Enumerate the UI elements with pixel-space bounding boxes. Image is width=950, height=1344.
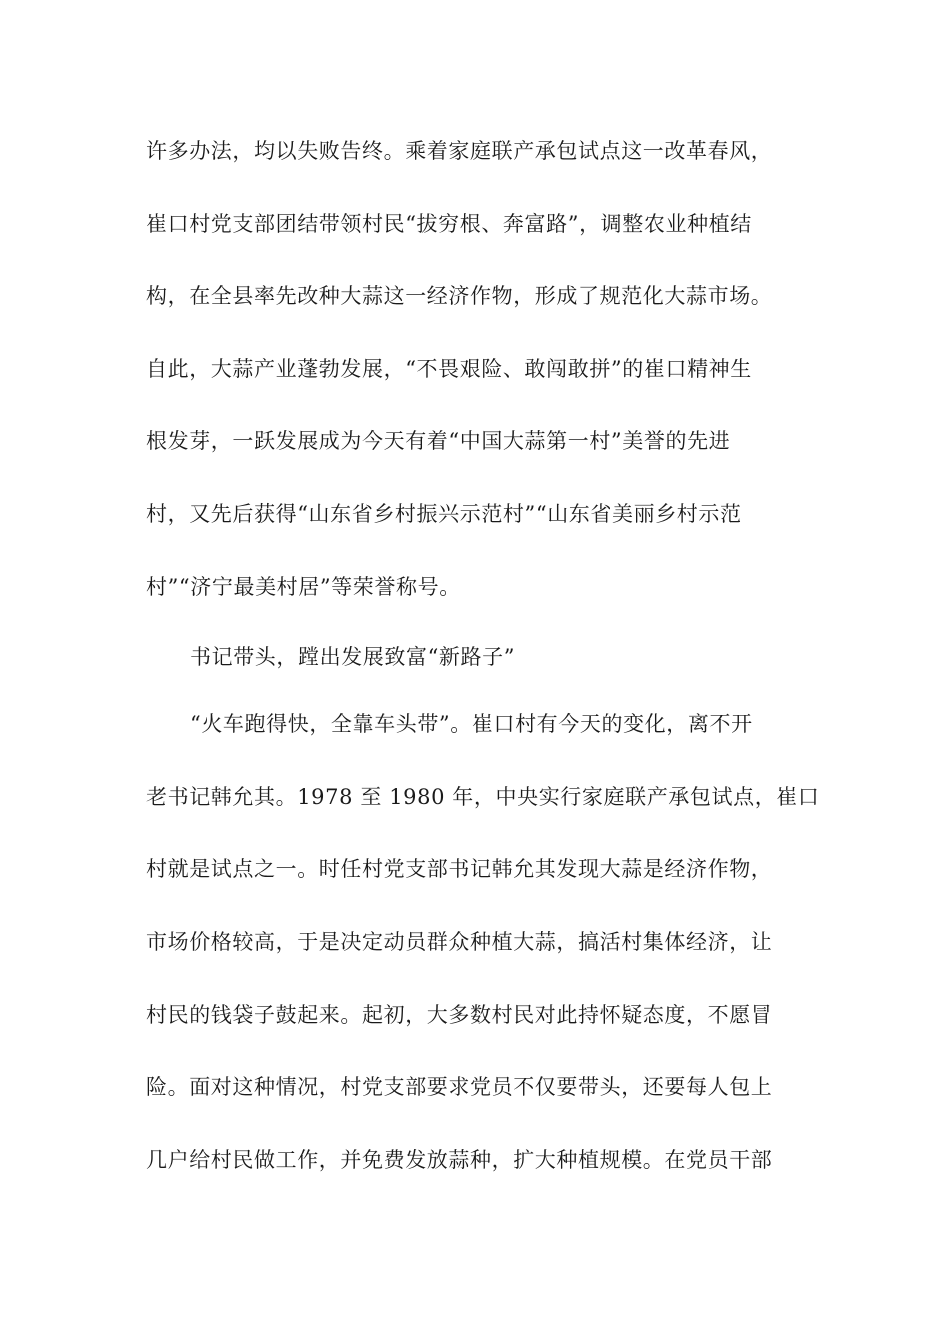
body-text-line: 市场价格较高，于是决定动员群众种植大蒜，搞活村集体经济，让	[146, 930, 773, 954]
body-text-line: 根发芽，一跃发展成为今天有着“中国大蒜第一村”美誉的先进	[146, 429, 731, 453]
body-text-line: 村民的钱袋子鼓起来。起初，大多数村民对此持怀疑态度，不愿冒	[146, 1003, 773, 1027]
body-text-line: 自此，大蒜产业蓬勃发展，“不畏艰险、敢闯敢拼”的崔口精神生	[146, 357, 752, 381]
body-text-line: 险。面对这种情况，村党支部要求党员不仅要带头，还要每人包上	[146, 1075, 773, 1099]
body-text-line: 村，又先后获得“山东省乡村振兴示范村”“山东省美丽乡村示范	[146, 502, 742, 526]
body-text-line: 崔口村党支部团结带领村民“拔穷根、奔富路”，调整农业种植结	[146, 212, 752, 236]
body-text-line: 许多办法，均以失败告终。乘着家庭联产承包试点这一改革春风，	[146, 139, 773, 163]
body-text-line: “火车跑得快，全靠车头带”。崔口村有今天的变化，离不开	[190, 712, 753, 736]
body-text-line: 几户给村民做工作，并免费发放蒜种，扩大种植规模。在党员干部	[146, 1148, 773, 1172]
body-text-line: 老书记韩允其。1978 至 1980 年，中央实行家庭联产承包试点，崔口	[146, 785, 820, 809]
section-heading: 书记带头，蹚出发展致富“新路子”	[190, 645, 516, 669]
body-text-line: 构，在全县率先改种大蒜这一经济作物，形成了规范化大蒜市场。	[146, 284, 773, 308]
body-text-line: 村就是试点之一。时任村党支部书记韩允其发现大蒜是经济作物，	[146, 857, 773, 881]
body-text-line: 村”“济宁最美村居”等荣誉称号。	[146, 575, 461, 599]
